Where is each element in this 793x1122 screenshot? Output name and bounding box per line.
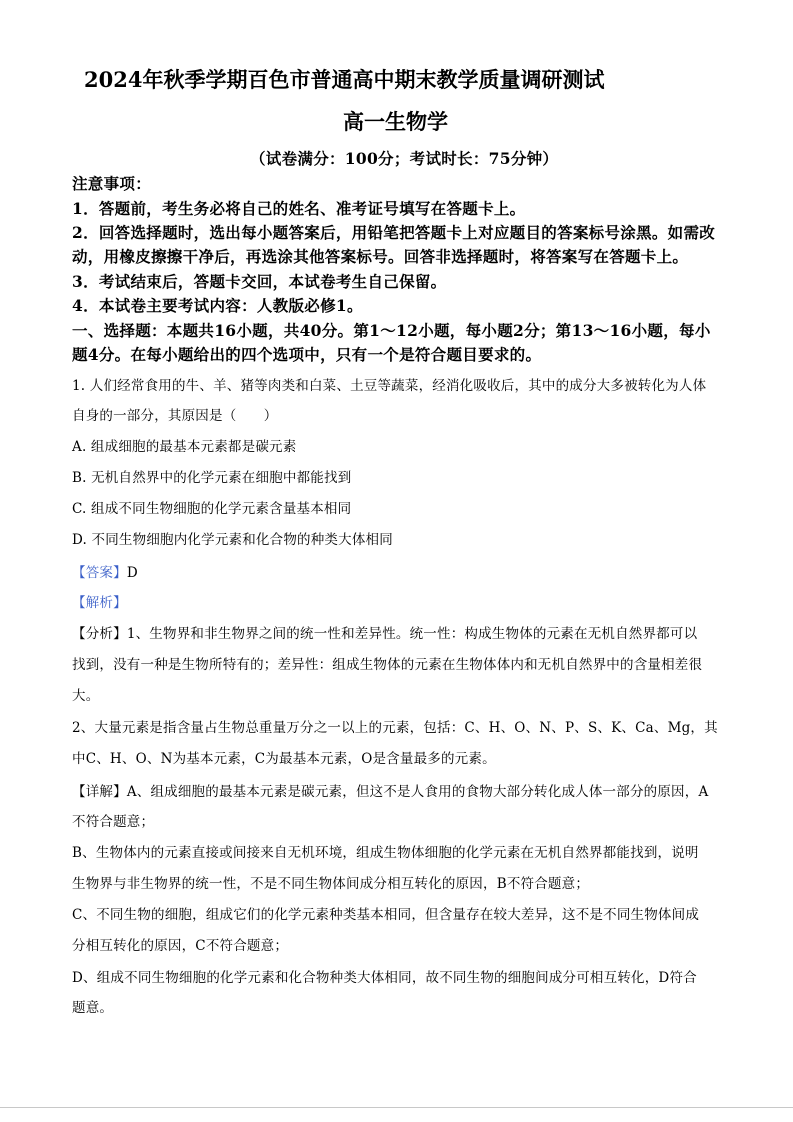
analysis-line-1	[72, 622, 697, 642]
notice-item-2-line-2: 动，用橡皮擦擦干净后，再选涂其他答案标号。回答非选择题时，将答案写在答题卡上。	[72, 247, 689, 266]
section-heading-line-1: 一、选择题：本题共16小题，共40分。第1～12小题，每小题2分；第13～16小题，每小	[72, 321, 711, 340]
notice-heading: 注意事项：	[72, 174, 152, 193]
option-d: D. 不同生物细胞内化学元素和化合物的种类大体相同	[72, 532, 393, 548]
detail-b-line-2: 生物界与非生物界的统一性，不是不同生物体间成分相互转化的原因，B不符合题意；	[72, 876, 590, 892]
detail-a-line-1	[72, 780, 708, 800]
detail-tag: 【详解】	[72, 784, 127, 800]
detail-a-text: A、组成细胞的最基本元素是碳元素，但这不是人食用的食物大部分转化成人体一部分的原因，A	[126, 784, 709, 800]
detail-c-line-1: C、不同生物的细胞，组成它们的化学元素种类基本相同，但含量存在较大差异，这不是不同生物体间成	[72, 907, 700, 923]
answer-line	[72, 561, 138, 581]
notice-item-2-line-1: 2．回答选择题时，选出每小题答案后，用铅笔把答题卡上对应题目的答案标号涂黑。如需改	[72, 223, 716, 242]
notice-item-4: 4．本试卷主要考试内容：人教版必修1。	[72, 296, 363, 315]
point-2-line-2: 中C、H、O、N为基本元素，C为最基本元素，O是含量最多的元素。	[72, 751, 496, 767]
answer-tag: 【答案】	[72, 565, 127, 581]
notice-item-3: 3．考试结束后，答题卡交回，本试卷考生自己保留。	[72, 272, 447, 291]
detail-d-line-2: 题意。	[72, 1000, 114, 1016]
fenxi-tag: 【分析】	[72, 626, 127, 642]
page-bottom-rule	[0, 1107, 793, 1108]
analysis-tag: 【解析】	[72, 595, 127, 611]
option-a: A. 组成细胞的最基本元素都是碳元素	[72, 439, 297, 455]
question-1-stem-line-2: 自身的一部分，其原因是（ ）	[72, 408, 278, 424]
detail-a-line-2: 不符合题意；	[72, 814, 155, 830]
notice-item-1: 1．答题前，考生务必将自己的姓名、准考证号填写在答题卡上。	[72, 199, 526, 218]
exam-title: 2024年秋季学期百色市普通高中期末教学质量调研测试	[84, 67, 605, 92]
analysis-line-2: 找到，没有一种是生物所特有的；差异性：组成生物体的元素在生物体体内和无机自然界中的含量相差很	[72, 657, 703, 673]
point-2-line-1: 2、大量元素是指含量占生物总重量万分之一以上的元素，包括：C、H、O、N、P、S、K、Ca、Mg，其	[72, 720, 718, 736]
section-heading-line-2: 题4分。在每小题给出的四个选项中，只有一个是符合题目要求的。	[72, 345, 542, 364]
analysis-line-3: 大。	[72, 688, 100, 704]
question-1-stem-line-1: 1. 人们经常食用的牛、羊、猪等肉类和白菜、土豆等蔬菜，经消化吸收后，其中的成分大多被转化为人体	[72, 378, 707, 394]
detail-c-line-2: 分相互转化的原因，C不符合题意；	[72, 938, 289, 954]
option-c: C. 组成不同生物细胞的化学元素含量基本相同	[72, 501, 352, 517]
answer-value: D	[126, 565, 138, 581]
fenxi-text: 1、生物界和非生物界之间的统一性和差异性。统一性：构成生物体的元素在无机自然界都可以	[126, 626, 698, 642]
exam-info: （试卷满分：100分；考试时长：75分钟）	[250, 149, 559, 168]
detail-b-line-1: B、生物体内的元素直接或间接来自无机环境，组成生物体细胞的化学元素在无机自然界都能找到，说明	[72, 845, 699, 861]
detail-d-line-1: D、组成不同生物细胞的化学元素和化合物种类大体相同，故不同生物的细胞间成分可相互转化，D符合	[72, 970, 697, 986]
subject-title: 高一生物学	[343, 109, 448, 134]
option-b: B. 无机自然界中的化学元素在细胞中都能找到	[72, 470, 352, 486]
